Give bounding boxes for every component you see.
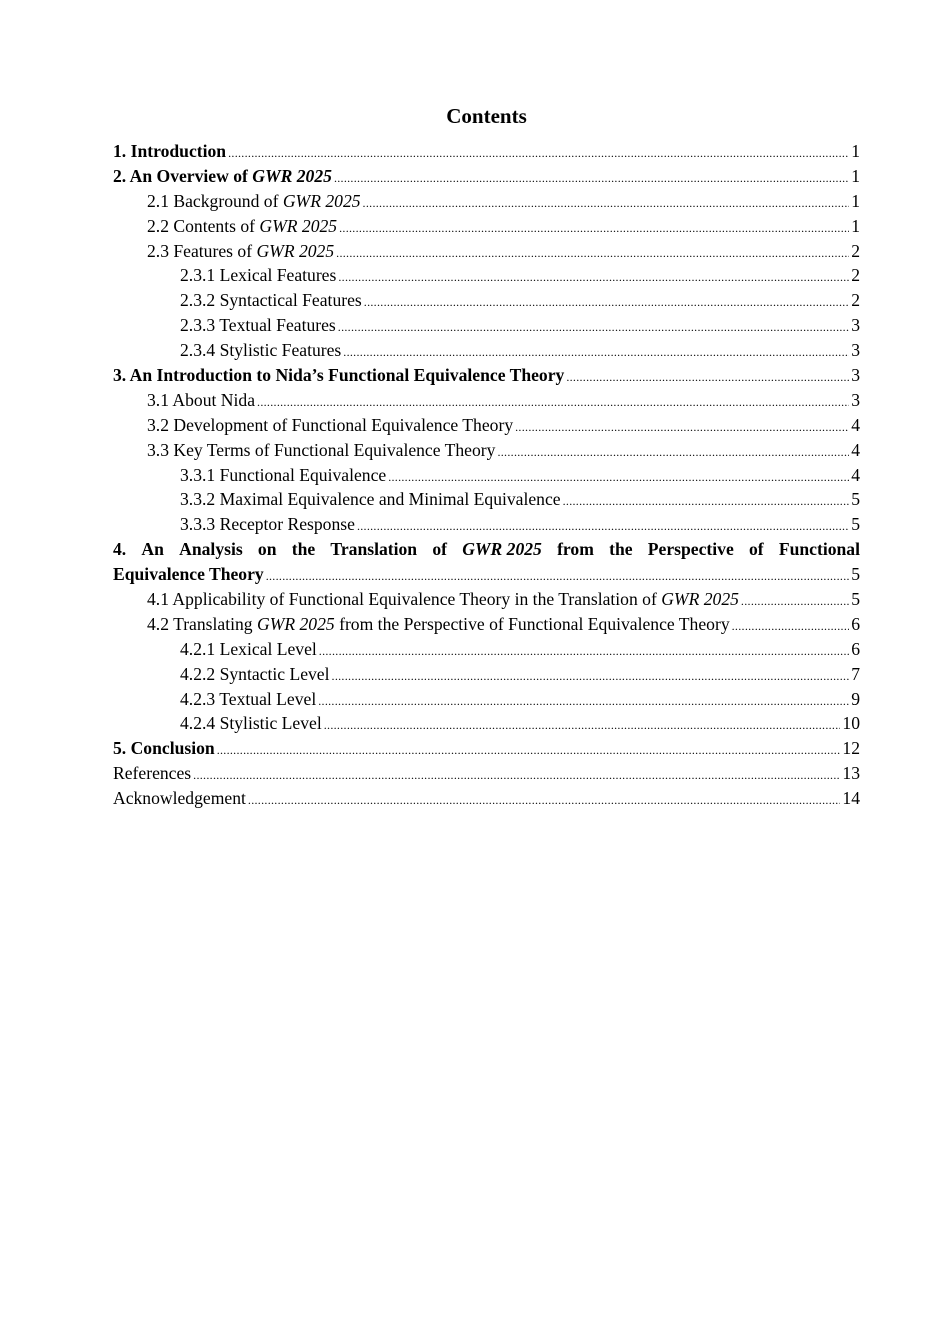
- entry-label: 3.2 Development of Functional Equivalence Theory: [147, 414, 514, 435]
- dot-leader: [319, 639, 849, 664]
- page-number: 5: [851, 514, 860, 535]
- entry-label: 4.2.2 Syntactic Level: [180, 663, 330, 684]
- page-number: 3: [851, 315, 860, 336]
- dot-leader: [515, 415, 849, 440]
- dot-leader: [339, 216, 849, 241]
- toc-entry-2-1[interactable]: [113, 189, 860, 214]
- page-number: 2: [851, 290, 860, 311]
- entry-label: 2.3.1 Lexical Features: [180, 265, 337, 286]
- entry-label: 3.3.2 Maximal Equivalence and Minimal Equivalence: [180, 489, 561, 510]
- page-number: 5: [851, 564, 860, 585]
- entry-label: 4.2.3 Textual Level: [180, 688, 317, 709]
- toc-entry-4-1[interactable]: [113, 587, 860, 612]
- page-number: 4: [851, 414, 860, 435]
- dot-leader: [332, 664, 849, 689]
- dot-leader: [732, 614, 849, 639]
- dot-leader: [266, 564, 849, 589]
- toc-entry-nida-introduction[interactable]: [113, 363, 860, 388]
- toc-entry-3-1[interactable]: [113, 388, 860, 413]
- entry-label: 2.3.4 Stylistic Features: [180, 340, 342, 361]
- dot-leader: [338, 315, 849, 340]
- page-number: 1: [851, 190, 860, 211]
- entry-label: 3.3 Key Terms of Functional Equivalence Theory: [147, 439, 496, 460]
- entry-label: 4.2 Translating GWR 2025 from the Perspective of Functional Equivalence Theory: [147, 613, 730, 634]
- page-number: 4: [851, 464, 860, 485]
- entry-label: 4.2.4 Stylistic Level: [180, 713, 322, 734]
- toc-entry-4-2-2[interactable]: [113, 662, 860, 687]
- page-number: 9: [851, 688, 860, 709]
- toc-entry-3-2[interactable]: [113, 413, 860, 438]
- page-number: 1: [851, 165, 860, 186]
- toc-entry-2-3-1[interactable]: [113, 263, 860, 288]
- toc-entry-3-3[interactable]: [113, 438, 860, 463]
- dot-leader: [741, 589, 849, 614]
- toc-entry-4-2-4[interactable]: [113, 711, 860, 736]
- dot-leader: [338, 265, 849, 290]
- dot-leader: [248, 788, 841, 813]
- page-number: 5: [851, 589, 860, 610]
- page-number: 3: [851, 389, 860, 410]
- entry-label: 3. An Introduction to Nida’s Functional Equivalence Theory: [113, 365, 565, 386]
- toc-entry-acknowledgement[interactable]: [113, 786, 860, 811]
- toc-entry-introduction[interactable]: [113, 139, 860, 164]
- toc-entry-3-3-3[interactable]: [113, 512, 860, 537]
- entry-label: 3.3.3 Receptor Response: [180, 514, 355, 535]
- entry-label: 3.1 About Nida: [147, 389, 256, 410]
- page-number: 13: [842, 763, 860, 784]
- entry-label: 2.3 Features of GWR 2025: [147, 240, 335, 261]
- dot-leader: [324, 713, 841, 738]
- toc-entry-2-3[interactable]: [113, 239, 860, 264]
- toc-entry-4-2-1[interactable]: [113, 637, 860, 662]
- dot-leader: [334, 166, 849, 191]
- dot-leader: [357, 514, 849, 539]
- toc-entry-2-3-2[interactable]: [113, 288, 860, 313]
- entry-label: 4.1 Applicability of Functional Equivalence Theory in the Translation of GWR 2025: [147, 589, 739, 610]
- dot-leader: [217, 738, 841, 763]
- page-number: 14: [842, 788, 860, 809]
- toc-entry-references[interactable]: [113, 761, 860, 786]
- entry-label: 2.2 Contents of GWR 2025: [147, 215, 338, 236]
- entry-label: 2. An Overview of GWR 2025: [113, 165, 332, 186]
- toc-entry-overview[interactable]: [113, 164, 860, 189]
- entry-label: 2.3.2 Syntactical Features: [180, 290, 362, 311]
- dot-leader: [193, 763, 840, 788]
- entry-label: 4.2.1 Lexical Level: [180, 638, 317, 659]
- entry-label: 3.3.1 Functional Equivalence: [180, 464, 387, 485]
- toc-entry-conclusion[interactable]: [113, 736, 860, 761]
- entry-label: 1. Introduction: [113, 141, 227, 161]
- dot-leader: [563, 489, 849, 514]
- page-number: 10: [842, 713, 860, 734]
- page-number: 7: [851, 663, 860, 684]
- page-number: 6: [851, 638, 860, 659]
- toc-entry-3-3-2[interactable]: [113, 487, 860, 512]
- entry-label: Equivalence Theory: [113, 564, 264, 585]
- page-number: 5: [851, 489, 860, 510]
- dot-leader: [336, 241, 849, 266]
- dot-leader: [388, 465, 849, 490]
- entry-label: 2.3.3 Textual Features: [180, 315, 336, 336]
- page-number: 1: [851, 215, 860, 236]
- page-number: 3: [851, 365, 860, 386]
- entry-label-line-1: 4. An Analysis on the Translation of GWR 2025 from the Perspective of Functional: [113, 539, 860, 560]
- dot-leader: [497, 440, 849, 465]
- toc-entry-analysis[interactable]: [113, 537, 860, 587]
- page-number: 2: [851, 265, 860, 286]
- page-number: 4: [851, 439, 860, 460]
- toc-entry-2-3-4[interactable]: [113, 338, 860, 363]
- dot-leader: [363, 191, 849, 216]
- toc-entry-4-2-3[interactable]: [113, 687, 860, 712]
- dot-leader: [228, 141, 849, 166]
- entry-label: 2.1 Background of GWR 2025: [147, 190, 361, 211]
- page-number: 1: [851, 141, 860, 161]
- dot-leader: [343, 340, 849, 365]
- entry-label: 5. Conclusion: [113, 738, 215, 759]
- page-number: 12: [842, 738, 860, 759]
- toc-entry-2-2[interactable]: [113, 214, 860, 239]
- toc-entry-2-3-3[interactable]: [113, 313, 860, 338]
- toc-title: Contents: [446, 104, 527, 128]
- entry-label: References: [113, 763, 192, 784]
- entry-label-line-2: [113, 562, 860, 587]
- dot-leader: [257, 390, 849, 415]
- dot-leader: [318, 689, 849, 714]
- page-number: 2: [851, 240, 860, 261]
- entry-label: Acknowledgement: [113, 788, 246, 809]
- dot-leader: [364, 290, 849, 315]
- toc-entry-4-2[interactable]: [113, 612, 860, 637]
- toc-entry-3-3-1[interactable]: [113, 463, 860, 488]
- dot-leader: [566, 365, 849, 390]
- page-number: 3: [851, 340, 860, 361]
- toc-page: [113, 100, 860, 811]
- page-number: 6: [851, 613, 860, 634]
